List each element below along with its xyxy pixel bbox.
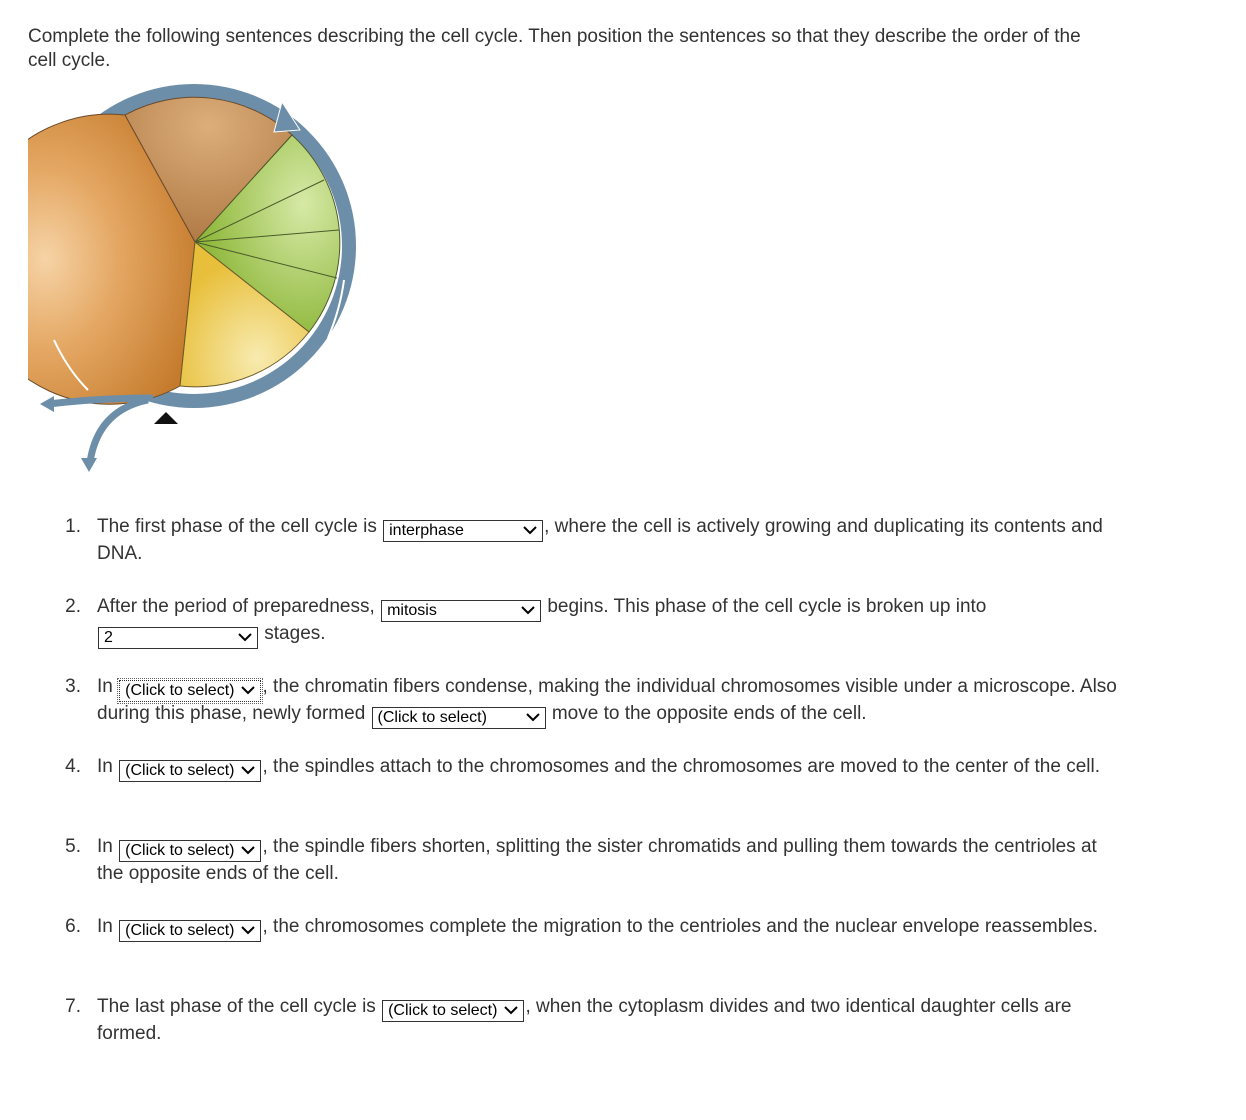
sentence-text: stages. [259,623,326,644]
item-number: 6. [65,916,81,937]
stage-count-dropdown[interactable] [98,627,258,649]
sentence-text: , when the cytoplasm divides and two identical daughter cells are formed. [97,996,1072,1044]
item-number: 1. [65,516,81,537]
arrow-head-icon [274,102,300,132]
item-number: 4. [65,756,81,777]
sentence-text: In [97,676,119,697]
phase-dropdown-7[interactable] [382,1000,524,1022]
dropdown-value: interphase [389,522,464,539]
chevron-down-icon [238,633,252,642]
phase-dropdown-2[interactable] [381,600,541,622]
cell-cycle-pie-diagram [28,80,368,480]
sentence-text: begins. This phase of the cell cycle is broken up into [542,596,987,617]
dropdown-value: (Click to select) [125,922,235,939]
sentence-text: The first phase of the cell cycle is [97,516,383,537]
phase-dropdown-6[interactable] [119,920,261,942]
dropdown-value: (Click to select) [125,762,235,779]
chevron-down-icon [241,766,255,775]
dropdown-value: mitosis [387,602,437,619]
chevron-down-icon [521,606,535,615]
sentence-text: , the spindle fibers shorten, splitting the sister chromatids and pulling them towards the centrioles at the opposite ends of the cell. [97,836,1097,884]
exit-arrow-down [90,400,148,462]
dropdown-value: (Click to select) [125,682,235,699]
chevron-down-icon [526,713,540,722]
chevron-down-icon [504,1006,518,1015]
sentence-text: , the chromatin fibers condense, making the individual chromosomes visible under a microscope. Also during this phase, newly formed [97,676,1117,724]
item-number: 3. [65,676,81,697]
chevron-down-icon [241,926,255,935]
phase-dropdown-3[interactable] [119,680,261,702]
chevron-down-icon [241,846,255,855]
sentence-text: In [97,916,119,937]
start-marker-icon [154,412,178,424]
phase-dropdown-5[interactable] [119,840,261,862]
exit-arrow-down-head-icon [81,458,97,472]
sentence-text: The last phase of the cell cycle is [97,996,382,1017]
dropdown-value: 2 [104,629,113,646]
item-number: 7. [65,996,81,1017]
dropdown-value: (Click to select) [125,842,235,859]
sentence-text: In [97,756,119,777]
sentence-text: In [97,836,119,857]
item-number: 5. [65,836,81,857]
instructions-text: Complete the following sentences describing the cell cycle. Then position the sentences so that they describe the order of the cell cycle. [28,26,1081,71]
sentence-text: After the period of preparedness, [97,596,381,617]
cell-cycle-diagram [28,80,368,480]
item-number: 2. [65,596,81,617]
chevron-down-icon [523,526,537,535]
sentence-text: move to the opposite ends of the cell. [546,703,867,724]
phase-dropdown-4[interactable] [119,760,261,782]
structure-dropdown[interactable] [372,707,546,729]
sentence-text: , the chromosomes complete the migration to the centrioles and the nuclear envelope reassembles. [262,916,1098,937]
phase-dropdown-1[interactable] [383,520,543,542]
sentence-text: , the spindles attach to the chromosomes and the chromosomes are moved to the center of the cell. [262,756,1100,777]
sentence-text: , where the cell is actively growing and duplicating its contents and DNA. [97,516,1103,564]
dropdown-value: (Click to select) [377,709,487,726]
chevron-down-icon [241,686,255,695]
exit-arrow-left-head-icon [40,396,54,412]
dropdown-value: (Click to select) [388,1002,498,1019]
